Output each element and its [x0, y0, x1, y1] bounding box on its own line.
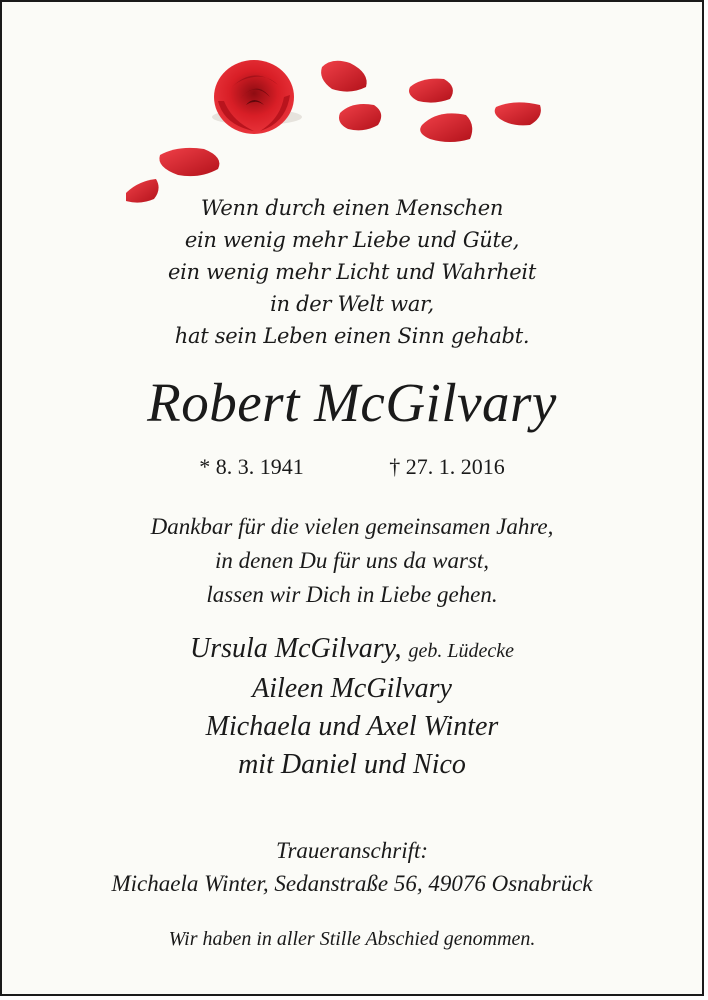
petal-icon [321, 61, 367, 92]
thanks-line: in denen Du für uns da warst, [214, 548, 490, 573]
poem-line: in der Welt war, [270, 292, 434, 316]
life-dates [2, 452, 702, 482]
poem [2, 192, 702, 352]
rose-icon [214, 60, 294, 134]
address-line: Michaela Winter, Sedanstraße 56, 49076 Osnabrück [111, 871, 593, 896]
poem-line: ein wenig mehr Liebe und Güte, [184, 228, 520, 252]
thanks-line: Dankbar für die vielen gemeinsamen Jahre, [150, 514, 554, 539]
deceased-name: Robert McGilvary [147, 372, 557, 433]
mourning-address [2, 834, 702, 900]
death-date: † 27. 1. 2016 [389, 454, 505, 479]
family-member: mit Daniel und Nico [238, 749, 466, 780]
family-member: Aileen McGilvary [252, 673, 452, 704]
petal-icon [159, 148, 219, 176]
family-member-name: Ursula McGilvary, [189, 633, 402, 664]
closing-note: Wir haben in aller Stille Abschied genommen. [168, 928, 536, 950]
family-member [2, 630, 702, 670]
thanks-text [2, 510, 702, 612]
petal-icon [495, 102, 541, 125]
poem-line: ein wenig mehr Licht und Wahrheit [168, 260, 536, 284]
birth-date: * 8. 3. 1941 [199, 454, 304, 479]
family-member: Michaela und Axel Winter [205, 711, 499, 742]
thanks-line: lassen wir Dich in Liebe gehen. [206, 582, 498, 607]
petal-icon [409, 79, 453, 103]
petal-icon [420, 113, 472, 142]
petal-icon [339, 104, 381, 130]
address-label: Traueranschrift: [275, 838, 429, 863]
family-signatures [2, 630, 702, 784]
poem-line: Wenn durch einen Menschen [200, 196, 504, 220]
family-member-note: geb. Lüdecke [408, 640, 515, 662]
poem-line: hat sein Leben einen Sinn gehabt. [174, 324, 530, 348]
